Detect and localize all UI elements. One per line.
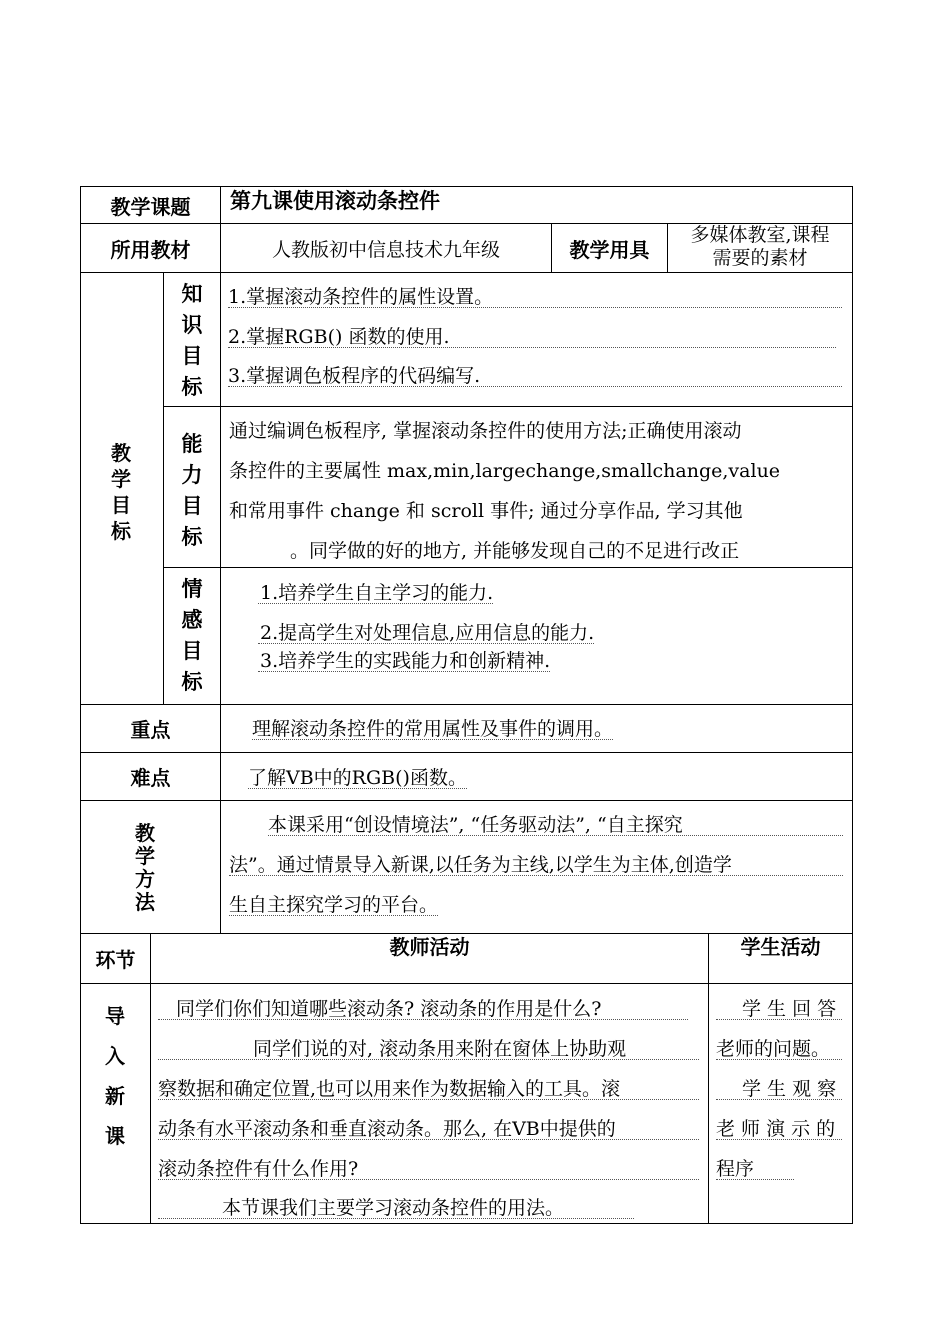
col-teacher-header: 教师活动 bbox=[389, 935, 470, 959]
ability-label-char: 标 bbox=[181, 524, 203, 549]
stage-label-char: 课 bbox=[105, 1124, 125, 1148]
stage-label bbox=[90, 996, 140, 1156]
method-label-char: 方 bbox=[135, 867, 155, 891]
objectives-label-char: 教 bbox=[111, 441, 131, 465]
key-point-value: 理解滚动条控件的常用属性及事件的调用。 bbox=[252, 718, 614, 740]
knowledge-item: 3.掌握调色板程序的代码编写. bbox=[228, 366, 842, 387]
emotion-label-char: 感 bbox=[181, 607, 203, 632]
method-line: 本课采用“创设情境法”, “任务驱动法”, “自主探究 bbox=[268, 815, 843, 836]
student-line: 程序 bbox=[716, 1159, 794, 1180]
emotion-item: 1.培养学生自主学习的能力. bbox=[260, 582, 494, 604]
method-line: 法”。通过情景导入新课,以任务为主线,以学生为主体,创造学 bbox=[229, 855, 843, 876]
student-line: 老 师 演 示 的 bbox=[716, 1119, 842, 1140]
ability-line: 。同学做的好的地方, 并能够发现自己的不足进行改正 bbox=[290, 540, 740, 562]
teacher-line: 动条有水平滚动条和垂直滚动条。那么, 在VB中提供的 bbox=[158, 1119, 699, 1140]
textbook-label: 所用教材 bbox=[110, 237, 191, 262]
knowledge-item: 1.掌握滚动条控件的属性设置。 bbox=[228, 287, 842, 308]
objectives-label-char: 学 bbox=[111, 467, 131, 491]
ability-line: 条控件的主要属性 max,min,largechange,smallchange,value bbox=[229, 460, 781, 482]
teacher-line: 察数据和确定位置,也可以用来作为数据输入的工具。滚 bbox=[158, 1079, 699, 1100]
ability-label-char: 力 bbox=[181, 462, 203, 487]
col-student-header: 学生活动 bbox=[740, 935, 821, 959]
ability-label bbox=[168, 428, 216, 552]
student-line: 学 生 回 答 bbox=[716, 999, 842, 1020]
topic-label: 教学课题 bbox=[110, 194, 191, 219]
key-point-label: 重点 bbox=[130, 718, 171, 742]
textbook-value: 人教版初中信息技术九年级 bbox=[271, 238, 500, 261]
objectives-label bbox=[96, 440, 146, 544]
tools-value-line2: 需要的素材 bbox=[712, 247, 808, 269]
ability-line: 通过编调色板程序, 掌握滚动条控件的使用方法;正确使用滚动 bbox=[229, 420, 742, 442]
teacher-line: 同学们说的对, 滚动条用来附在窗体上协助观 bbox=[158, 1039, 699, 1060]
emotion-item: 3.培养学生的实践能力和创新精神. bbox=[260, 650, 551, 672]
emotion-label-char: 标 bbox=[181, 669, 203, 694]
stage-label-char: 新 bbox=[105, 1084, 125, 1108]
knowledge-label-char: 目 bbox=[181, 343, 203, 368]
method-label bbox=[120, 822, 170, 914]
method-line: 生自主探究学习的平台。 bbox=[229, 894, 439, 916]
method-label-char: 法 bbox=[135, 890, 155, 914]
emotion-item: 2.提高学生对处理信息,应用信息的能力. bbox=[260, 622, 595, 644]
teacher-line: 本节课我们主要学习滚动条控件的用法。 bbox=[158, 1198, 634, 1219]
tools-value bbox=[668, 224, 852, 272]
stage-label-char: 入 bbox=[105, 1044, 125, 1068]
tools-value-line1: 多媒体教室,课程 bbox=[690, 224, 830, 246]
method-label-char: 学 bbox=[135, 844, 155, 868]
emotion-label-char: 目 bbox=[181, 638, 203, 663]
col-stage-header: 环节 bbox=[95, 948, 136, 972]
ability-label-char: 目 bbox=[181, 493, 203, 518]
ability-line: 和常用事件 change 和 scroll 事件; 通过分享作品, 学习其他 bbox=[229, 500, 743, 522]
student-line: 学 生 观 察 bbox=[716, 1079, 842, 1100]
emotion-label bbox=[168, 573, 216, 697]
knowledge-label-char: 识 bbox=[181, 312, 203, 337]
objectives-label-char: 目 bbox=[111, 493, 131, 517]
knowledge-label-char: 知 bbox=[181, 281, 203, 306]
method-label-char: 教 bbox=[135, 821, 155, 845]
tools-label: 教学用具 bbox=[569, 237, 650, 262]
teacher-line: 同学们你们知道哪些滚动条? 滚动条的作用是什么? bbox=[158, 999, 688, 1020]
difficulty-value: 了解VB中的RGB()函数。 bbox=[248, 767, 467, 789]
knowledge-label-char: 标 bbox=[181, 374, 203, 399]
knowledge-item: 2.掌握RGB() 函数的使用. bbox=[228, 327, 836, 348]
topic-value: 第九课使用滚动条控件 bbox=[230, 188, 440, 213]
stage-label-char: 导 bbox=[105, 1004, 125, 1028]
difficulty-label: 难点 bbox=[130, 766, 171, 790]
ability-label-char: 能 bbox=[181, 431, 203, 456]
knowledge-label bbox=[168, 278, 216, 402]
emotion-label-char: 情 bbox=[181, 576, 203, 601]
teacher-line: 滚动条控件有什么作用? bbox=[158, 1159, 699, 1180]
student-line: 老师的问题。 bbox=[716, 1039, 842, 1060]
objectives-label-char: 标 bbox=[111, 519, 131, 543]
